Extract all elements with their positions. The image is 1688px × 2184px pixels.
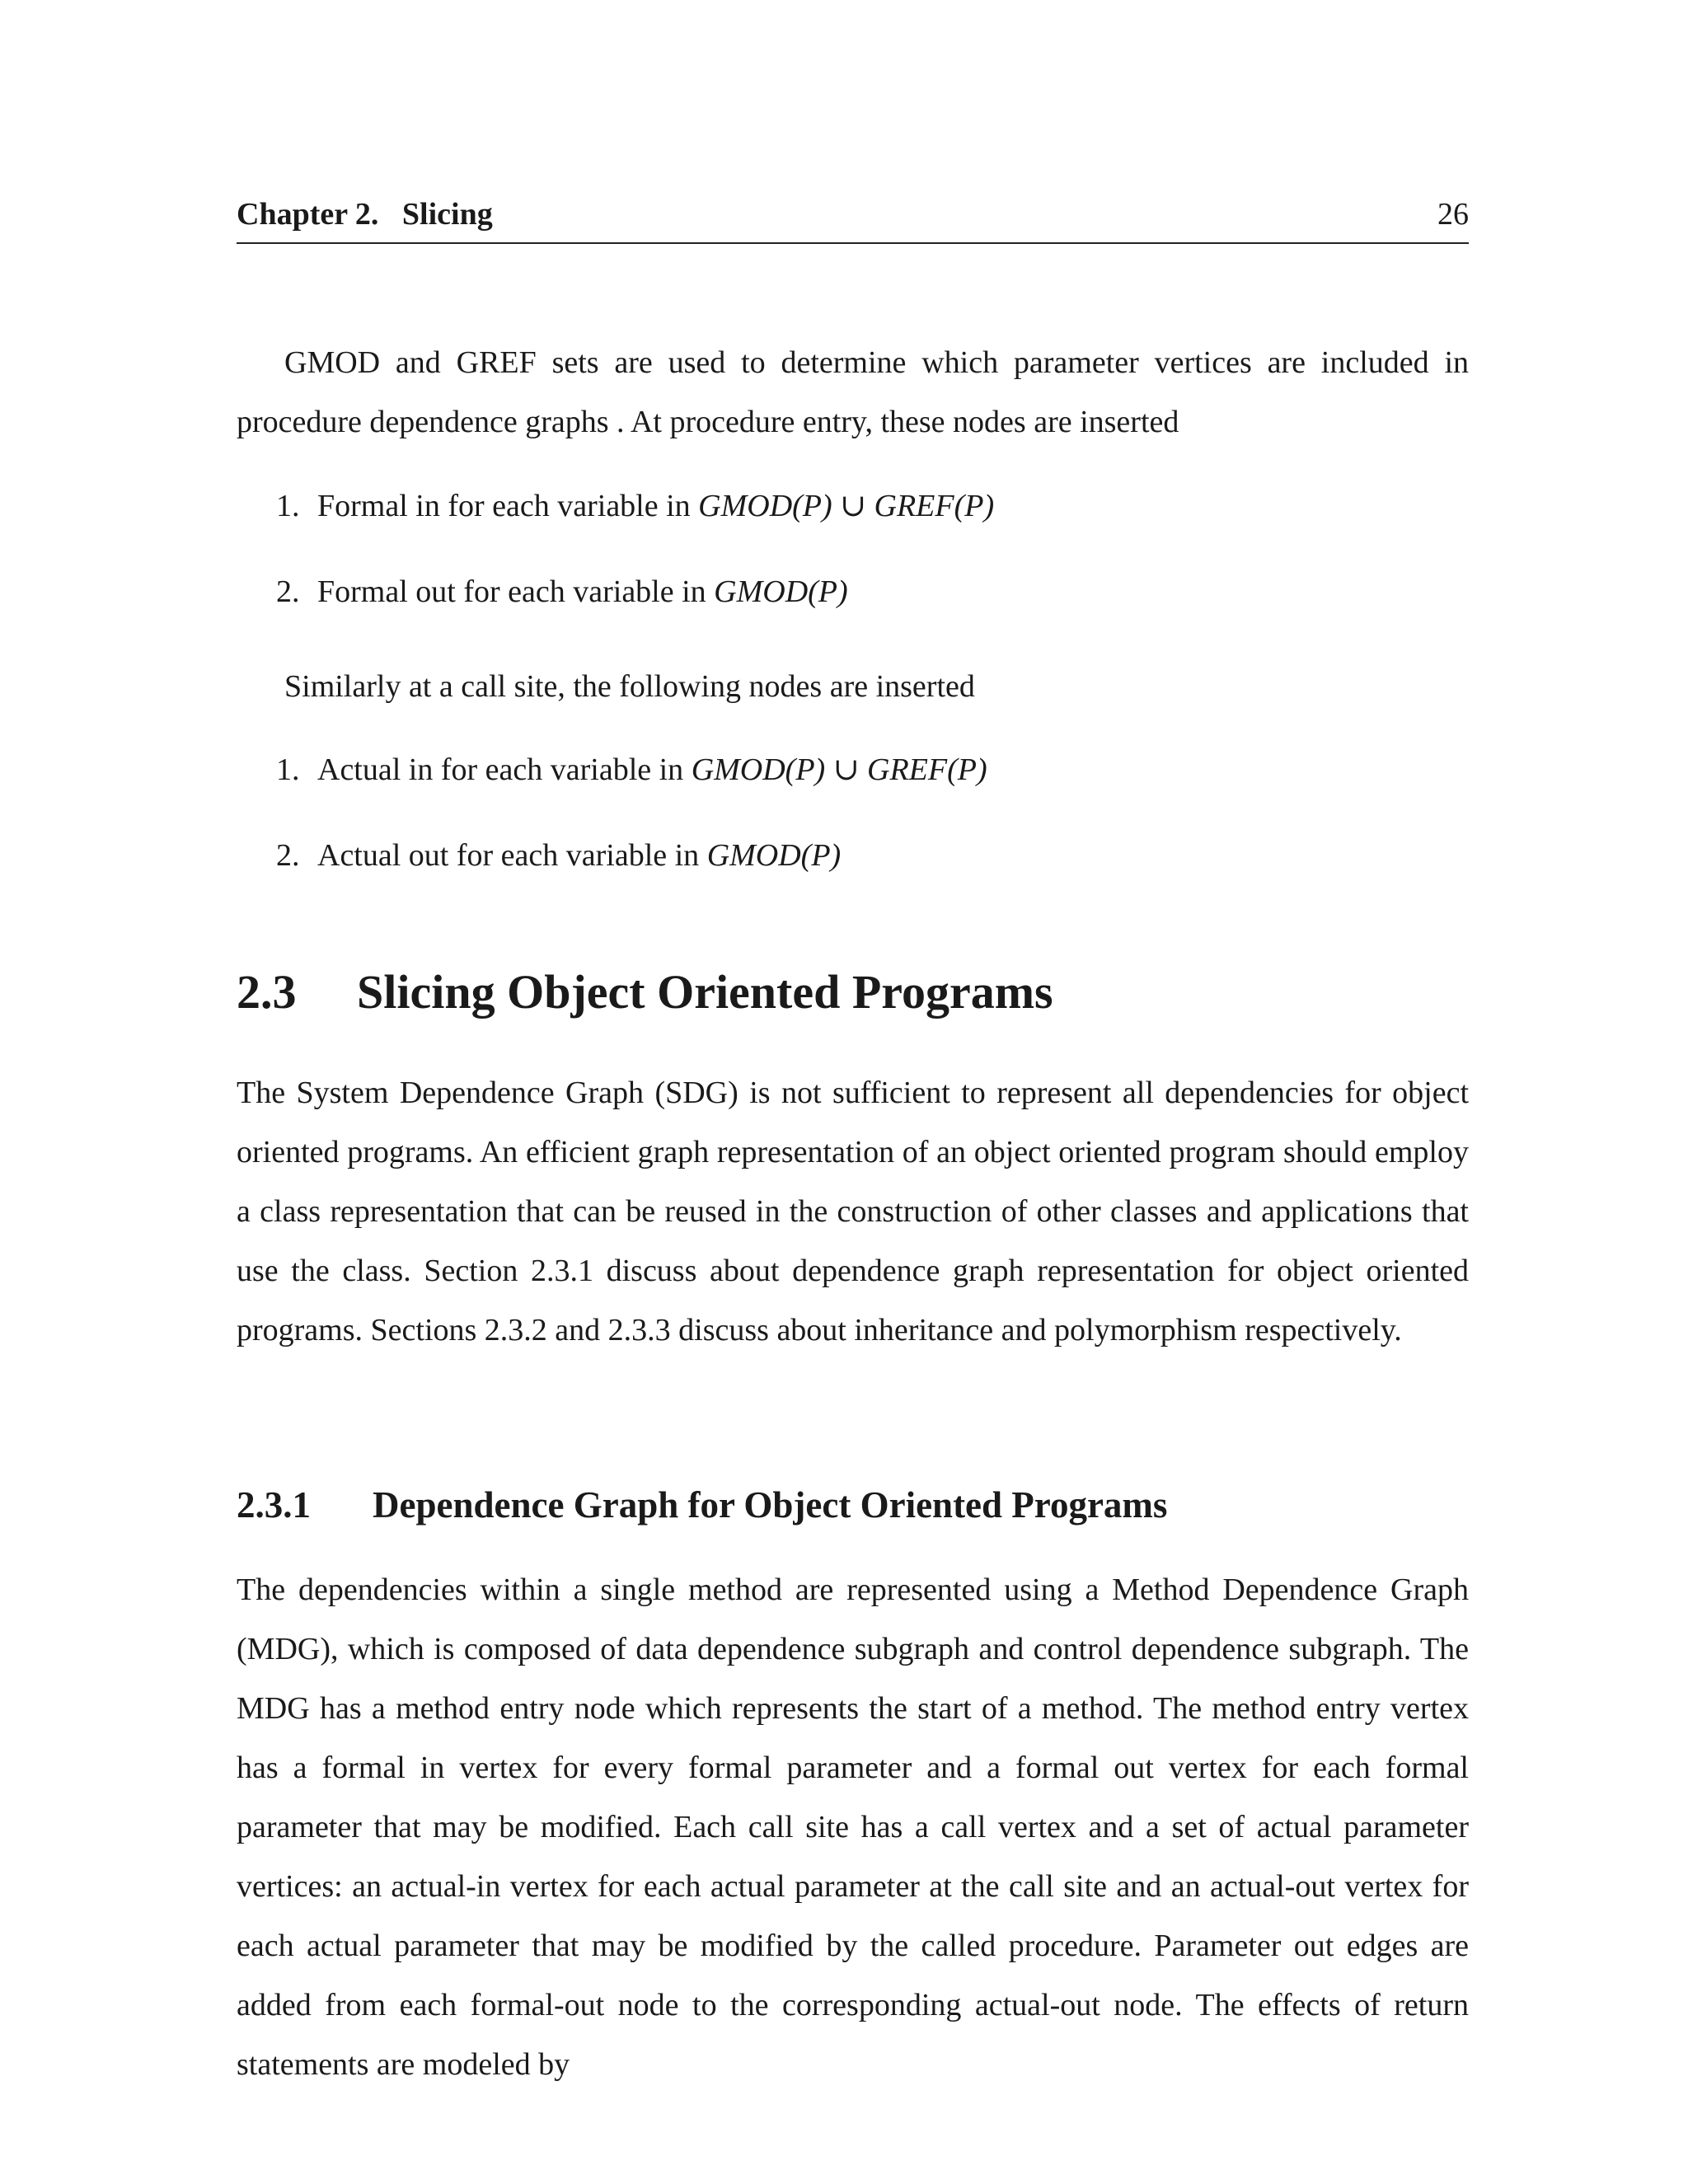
callsite-paragraph: Similarly at a call site, the following nodes are inserted (284, 669, 975, 704)
callsite-list-item-1 (276, 750, 987, 790)
callsite-list-item-2 (276, 836, 841, 875)
list-number: 1. (276, 752, 300, 787)
section-heading (237, 963, 1053, 1022)
subsection-heading (237, 1480, 1167, 1530)
chapter-title: Chapter 2. Slicing (237, 197, 493, 232)
page-number: 26 (1437, 197, 1469, 232)
section-paragraph: The System Dependence Graph (SDG) is not sufficient to represent all dependencies for object oriented programs. An efficient graph representation of an object oriented program should employ a class representation that can be reused in the construction of other classes and applications that use the class. Section 2.3.1 discuss about dependence graph representation for object oriented programs. Sections 2.3.2 and 2.3.3 discuss about inheritance and polymorphism respectively. (237, 1076, 1469, 1347)
list-text: Formal in for each variable in (317, 489, 699, 523)
math-expression: GMOD(P) ∪ GREF(P) (691, 752, 987, 787)
section-title: Slicing Object Oriented Programs (357, 965, 1053, 1019)
list-text: Formal out for each variable in (317, 574, 715, 609)
list-number: 2. (276, 838, 300, 873)
entry-list-item-1 (276, 486, 994, 526)
list-number: 1. (276, 489, 300, 523)
math-expression: GMOD(P) (714, 574, 848, 609)
subsection-paragraph: The dependencies within a single method are represented using a Method Dependence Graph (MDG), which is composed of data dependence subgraph and control dependence subgraph. The MDG has a method entry node which represents the start of a method. The method entry vertex has a formal in vertex for every formal parameter and a formal out vertex for each formal parameter that may be modified. Each call site has a call vertex and a set of actual parameter vertices: an actual-in vertex for each actual parameter at the call site and an actual-out vertex for each actual parameter that may be modified by the called procedure. Parameter out edges are added from each formal-out node to the corresponding actual-out node. The effects of return statements are modeled by (237, 1572, 1469, 2082)
list-number: 2. (276, 574, 300, 609)
document-page (237, 0, 1469, 2184)
math-expression: GMOD(P) ∪ GREF(P) (698, 489, 995, 523)
math-expression: GMOD(P) (706, 838, 842, 873)
subsection-title: Dependence Graph for Object Oriented Programs (373, 1484, 1168, 1526)
list-text: Actual in for each variable in (317, 752, 692, 787)
intro-paragraph: GMOD and GREF sets are used to determine which parameter vertices are included in procedure dependence graphs . At procedure entry, these nodes are inserted (237, 345, 1469, 439)
running-header (237, 196, 1469, 244)
entry-list-item-2 (276, 572, 848, 612)
subsection-number: 2.3.1 (237, 1484, 311, 1526)
section-number: 2.3 (237, 965, 297, 1019)
list-text: Actual out for each variable in (317, 838, 707, 873)
